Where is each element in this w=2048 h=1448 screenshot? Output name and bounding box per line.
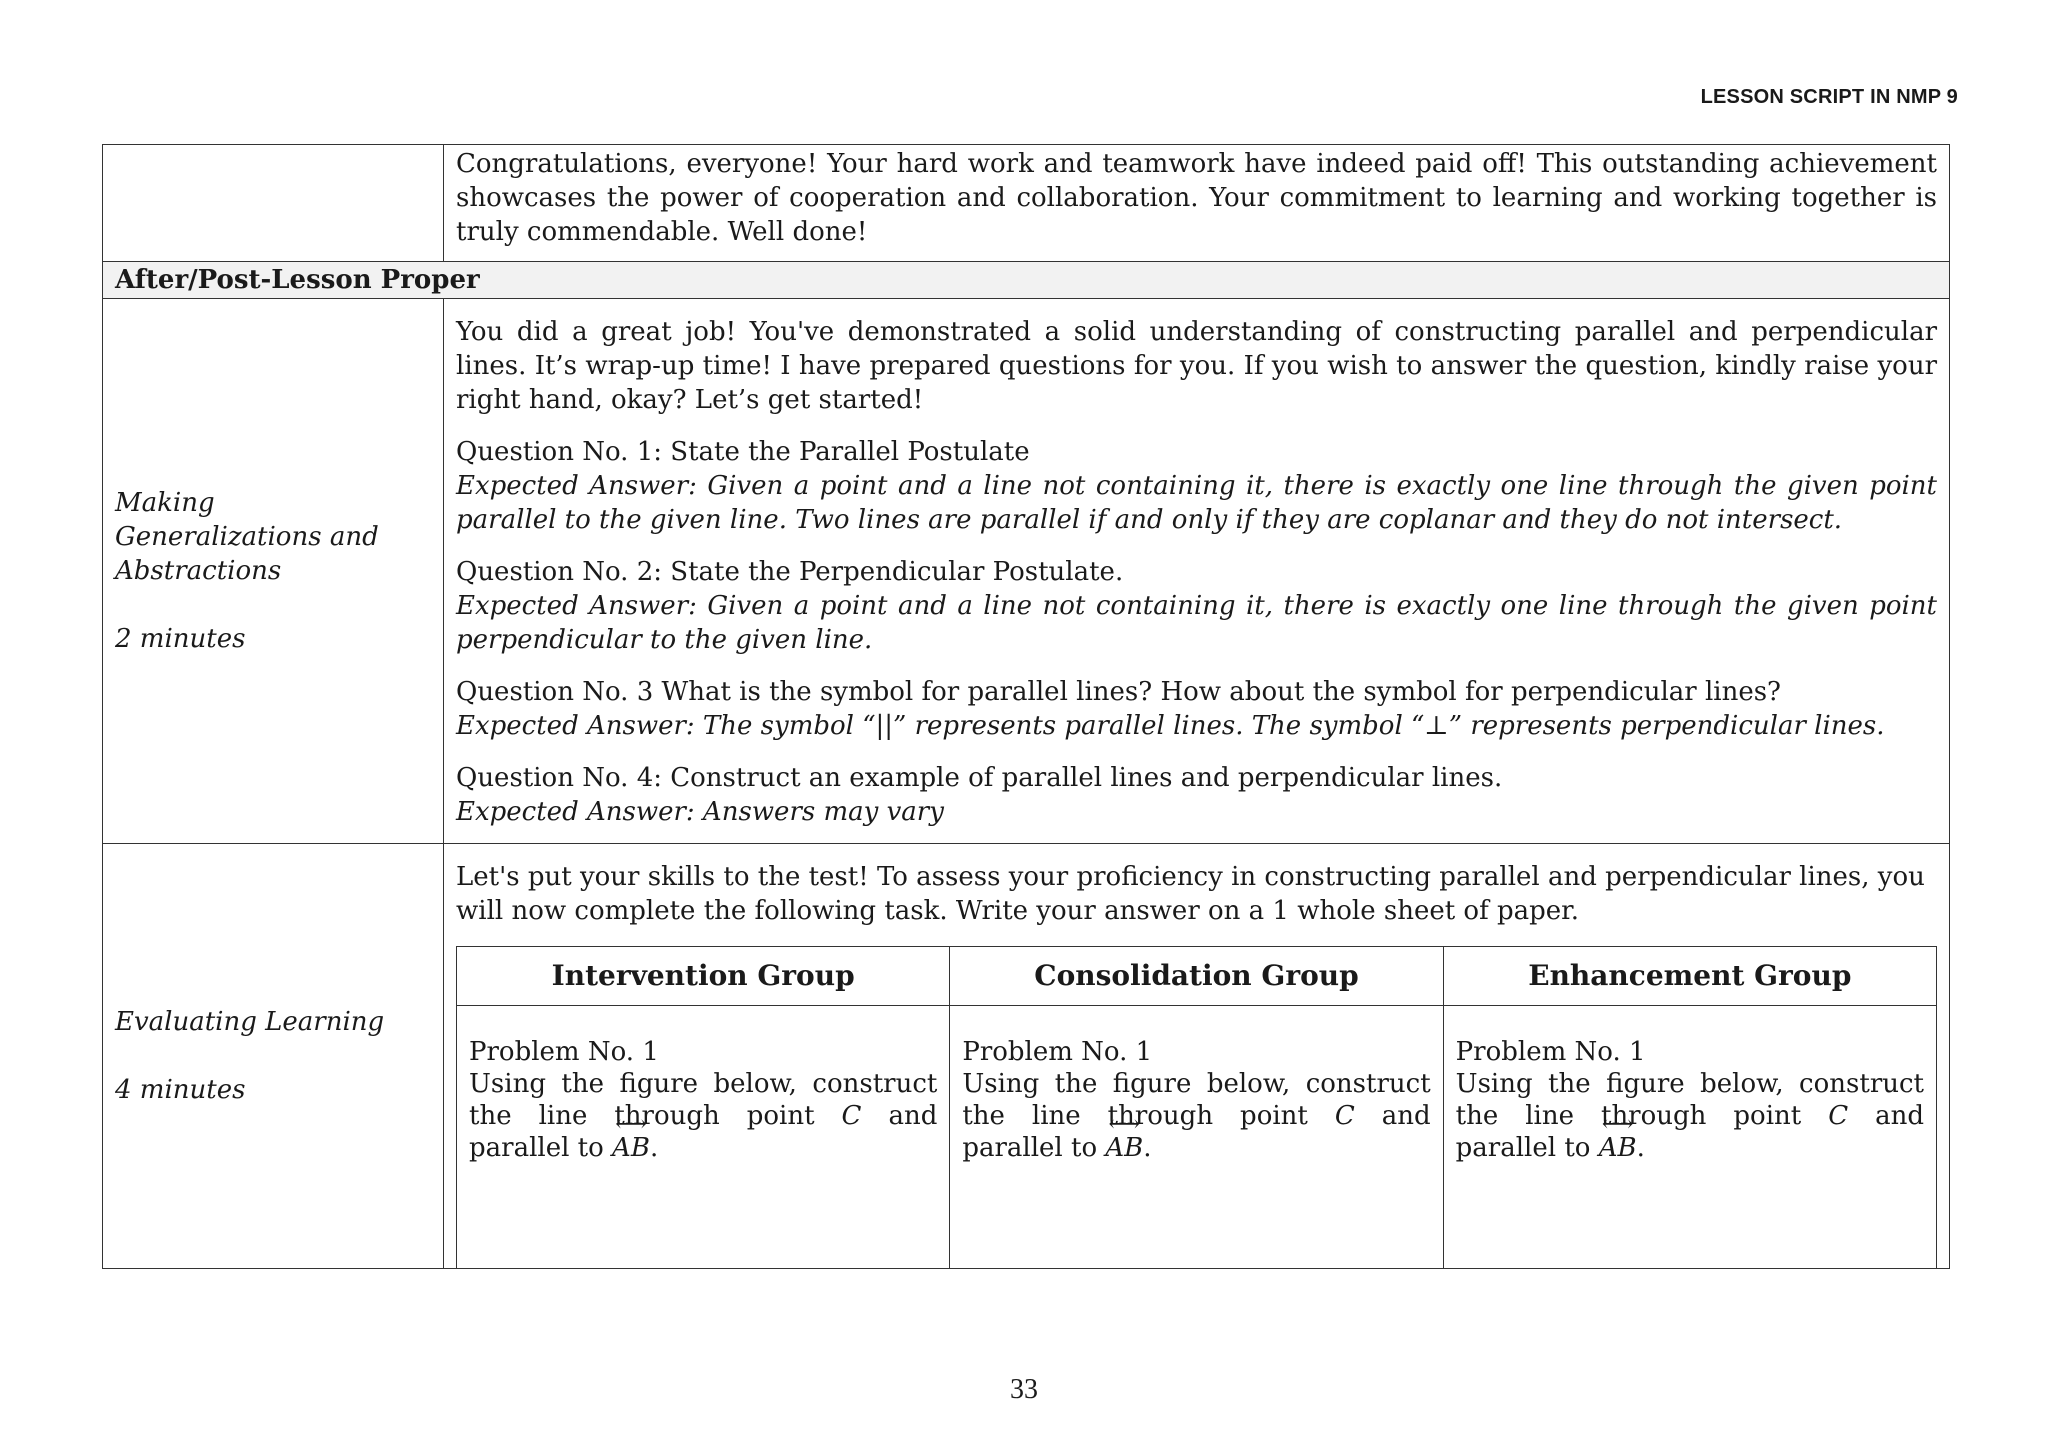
generalizations-label-line1: Making <box>115 488 215 518</box>
generalizations-content <box>444 299 1950 844</box>
question-2: Question No. 2: State the Perpendicular Postulate. <box>456 557 1124 587</box>
generalizations-label-line2: Generalizations and <box>115 522 379 552</box>
group-header-enhancement: Enhancement Group <box>1443 947 1936 1006</box>
evaluating-content <box>444 844 1950 1269</box>
group-problem-enhancement <box>1443 1006 1936 1269</box>
generalizations-intro: You did a great job! You've demonstrated a solid understanding of constructing parallel and perpendicular lines. It’s wrap-up time! I have prepared questions for you. If you wish to answer the question, kindly raise your right hand, okay? Let’s get started! <box>456 317 1937 415</box>
problem-end: . <box>649 1133 659 1163</box>
generalizations-time: 2 minutes <box>115 624 246 654</box>
group-header-consolidation: Consolidation Group <box>950 947 1443 1006</box>
problem-title: Problem No. 1 <box>1455 1037 1646 1067</box>
evaluating-intro: Let's put your skills to the test! To assess your proficiency in constructing parallel and perpendicular lines, you will now complete the following task. Write your answer on a 1 whole sheet of paper. <box>456 862 1925 926</box>
group-problem-intervention <box>457 1006 950 1269</box>
point-c: C <box>1828 1101 1849 1131</box>
generalizations-label-cell <box>103 299 444 844</box>
problem-text <box>962 1068 1430 1164</box>
question-1: Question No. 1: State the Parallel Postulate <box>456 437 1030 467</box>
problem-end: . <box>1143 1133 1152 1163</box>
problem-end: . <box>1636 1133 1645 1163</box>
answer-3: Expected Answer: The symbol “||” represents parallel lines. The symbol “⊥” represents perpendicular lines. <box>456 711 1885 741</box>
congratulations-row <box>103 145 1950 262</box>
page-number: 33 <box>1010 1374 1038 1405</box>
problem-text-part1: Using the figure below, construct the line through point <box>469 1069 938 1131</box>
question-4: Question No. 4: Construct an example of parallel lines and perpendicular lines. <box>456 763 1503 793</box>
problem-text <box>1456 1068 1924 1164</box>
groups-header-row <box>457 947 1937 1006</box>
line-ab: ⟷ AB <box>1105 1132 1143 1164</box>
line-ab: ⟷ AB <box>1599 1132 1637 1164</box>
problem-title: Problem No. 1 <box>469 1037 659 1067</box>
congratulations-text: Congratulations, everyone! Your hard work and teamwork have indeed paid off! This outstanding achievement showcases the power of cooperation and collaboration. Your commitment to learning and working together is truly commendable. Well done! <box>444 145 1950 262</box>
problem-text-part1: Using the figure below, construct the line through point <box>962 1069 1431 1131</box>
problem-title: Problem No. 1 <box>962 1037 1153 1067</box>
group-problem-consolidation <box>950 1006 1443 1269</box>
generalizations-label-line3: Abstractions <box>115 556 282 586</box>
problem-text-part2: and parallel to <box>962 1101 1431 1163</box>
problem-text-part1: Using the figure below, construct the line through point <box>1455 1069 1924 1131</box>
group-header-intervention: Intervention Group <box>457 947 950 1006</box>
answer-2: Expected Answer: Given a point and a line not containing it, there is exactly one line through the given point perpendicular to the given line. <box>456 591 1937 655</box>
line-ab: ⟷ AB <box>612 1132 650 1164</box>
document-header: LESSON SCRIPT IN NMP 9 <box>1700 86 1958 108</box>
answer-1: Expected Answer: Given a point and a line not containing it, there is exactly one line through the given point parallel to the given line. Two lines are parallel if and only if they are coplanar and they do not intersect. <box>456 471 1937 535</box>
evaluating-time: 4 minutes <box>115 1075 246 1105</box>
problem-text-part2: and parallel to <box>1455 1101 1924 1163</box>
answer-4: Expected Answer: Answers may vary <box>456 797 944 827</box>
question-3: Question No. 3 What is the symbol for parallel lines? How about the symbol for perpendicular lines? <box>456 677 1781 707</box>
evaluating-label-cell <box>103 844 444 1269</box>
section-header-row <box>103 262 1950 299</box>
problem-text <box>469 1068 937 1164</box>
evaluating-label: Evaluating Learning <box>115 1007 385 1037</box>
groups-problem-row <box>457 1006 1937 1269</box>
empty-label-cell <box>103 145 444 262</box>
point-c: C <box>841 1101 862 1131</box>
evaluating-row <box>103 844 1950 1269</box>
generalizations-row <box>103 299 1950 844</box>
lesson-table <box>102 144 1950 1269</box>
groups-table <box>456 946 1937 1268</box>
problem-text-part2: and parallel to <box>469 1101 938 1163</box>
section-title: After/Post-Lesson Proper <box>103 262 1950 299</box>
point-c: C <box>1334 1101 1355 1131</box>
